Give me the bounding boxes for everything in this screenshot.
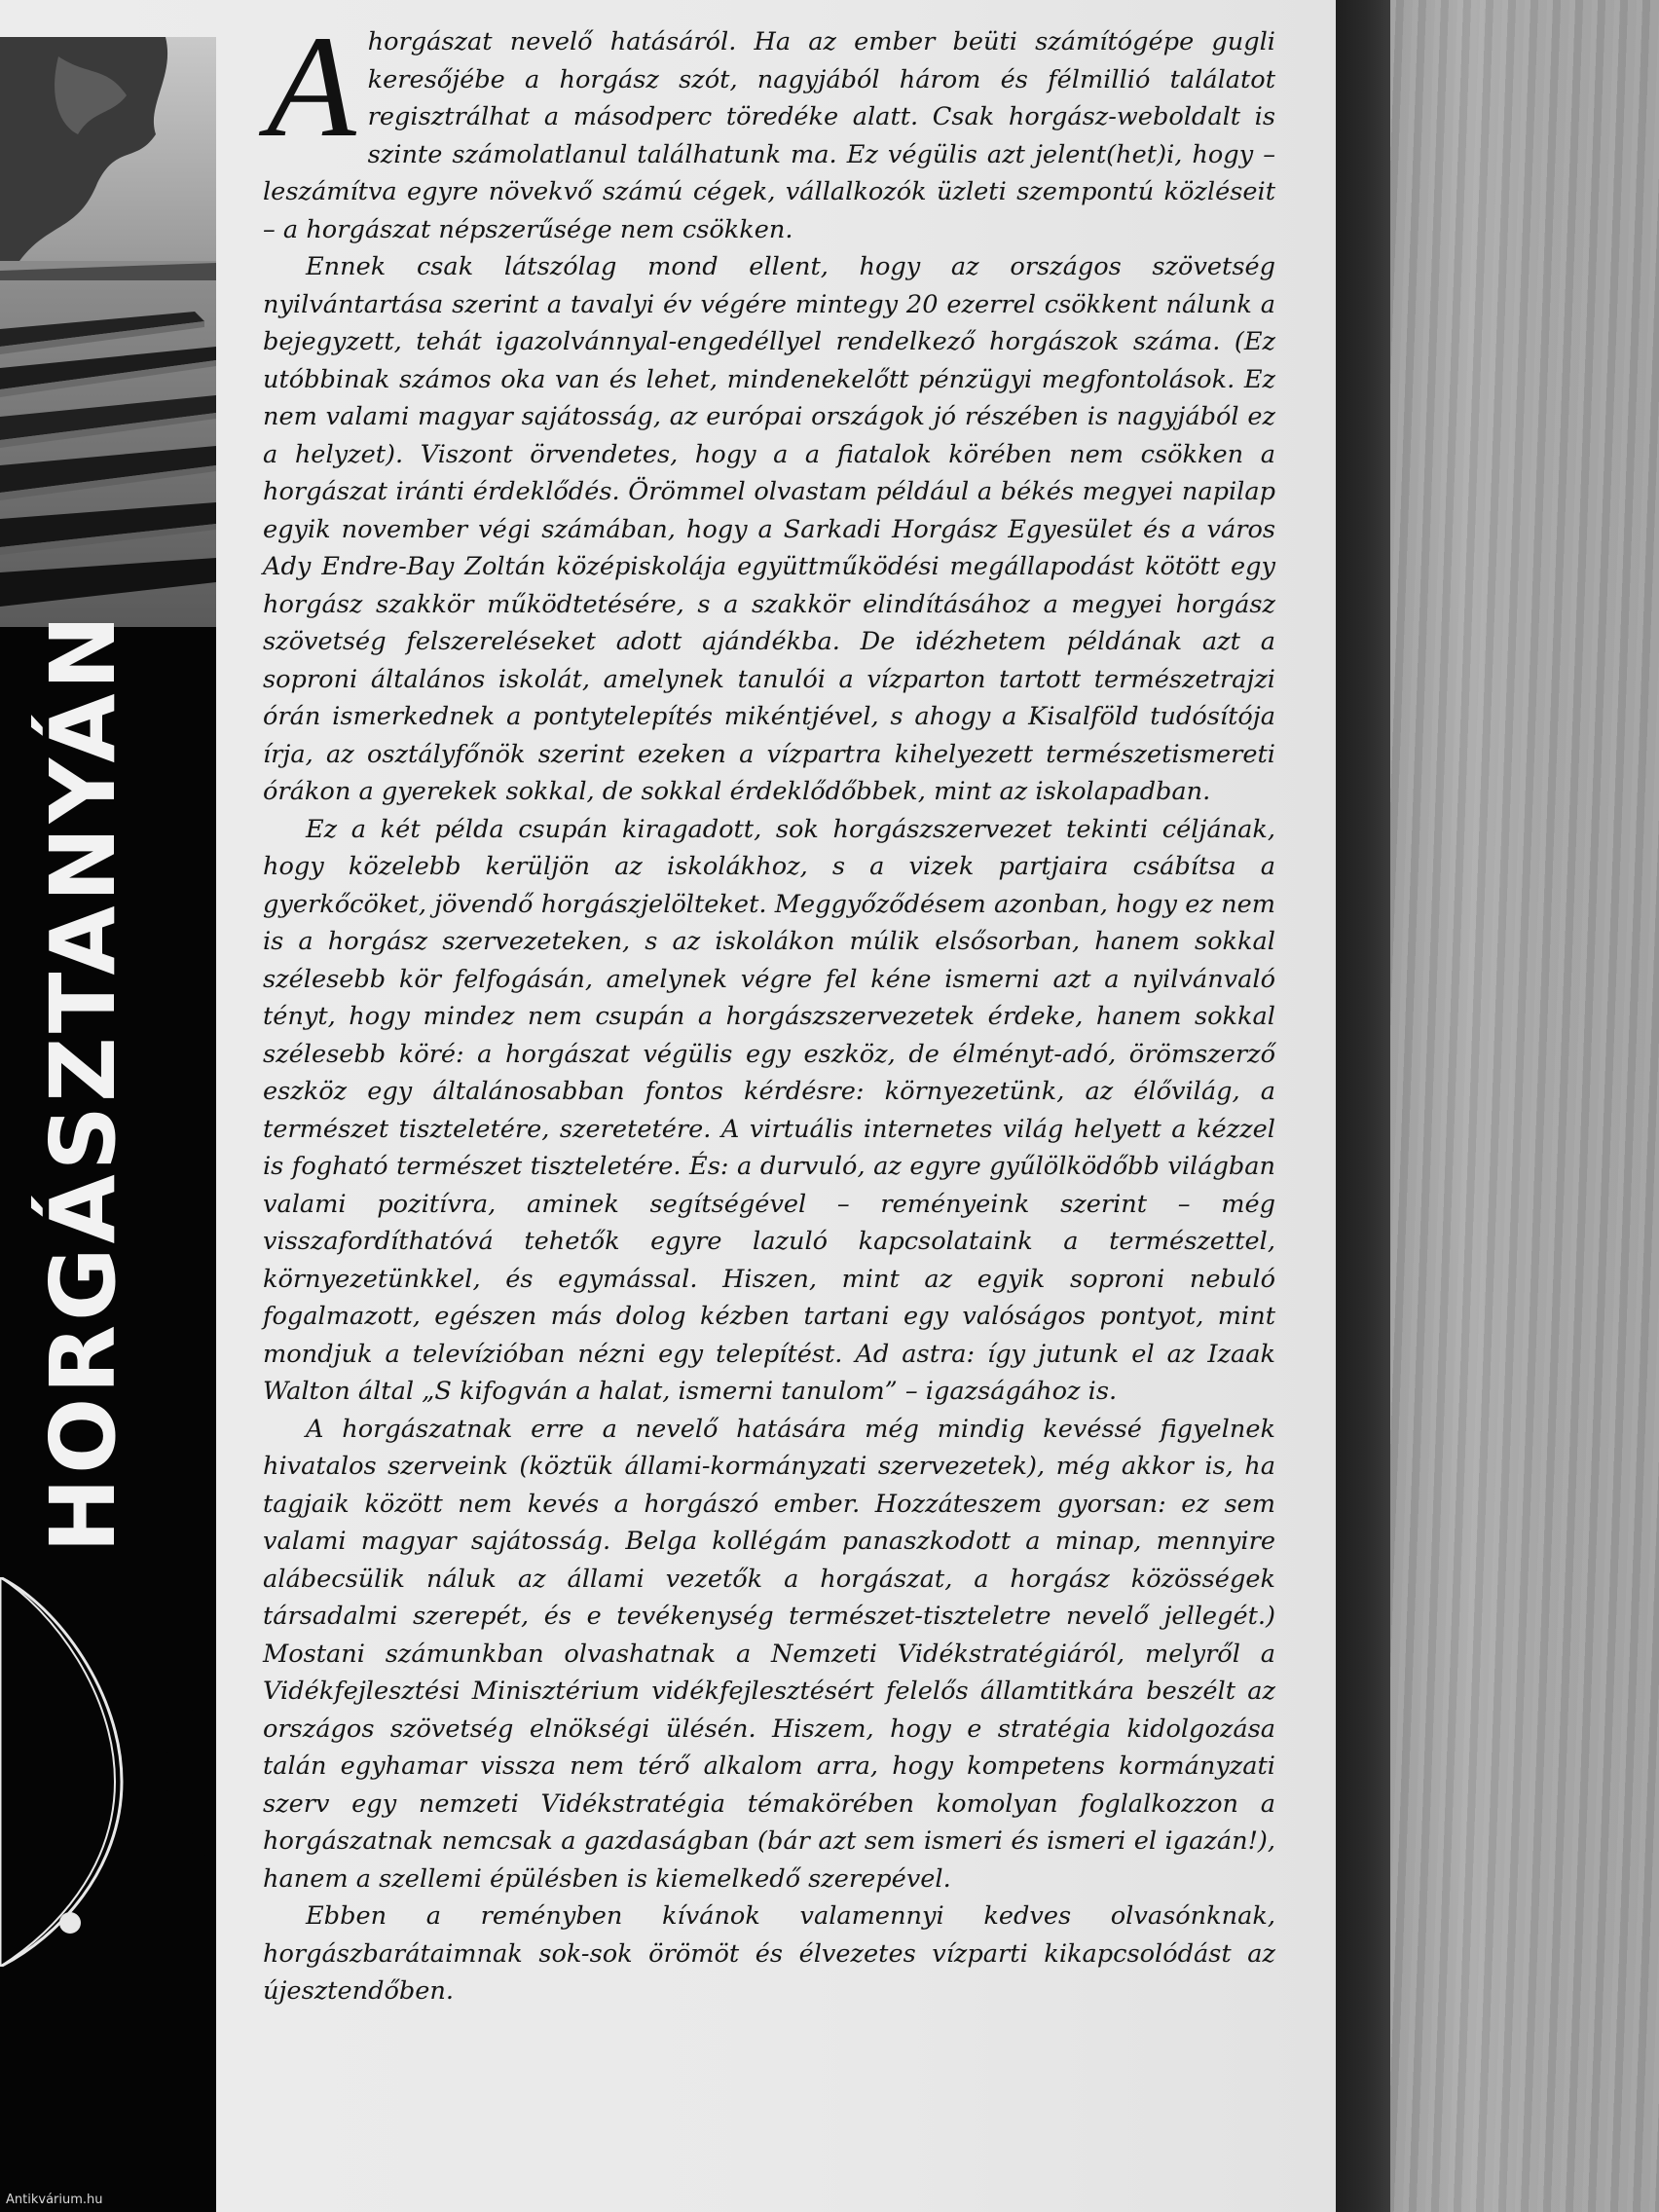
article-body	[263, 6, 1275, 2010]
wooden-background	[1390, 0, 1659, 2212]
drop-cap: A	[267, 6, 356, 167]
article-paragraph	[263, 6, 1275, 248]
article-paragraph: Ennek csak látszólag mond ellent, hogy az országos szövetség nyilvántartása szerint a tavalyi év végére mintegy 20 ezerrel csökkent nálunk a bejegyzett, tehát igazolvánnyal-engedéllyel rendelkező horgászok száma. (Ez utóbbinak számos oka van és lehet, mindenekelőtt pénzügyi megfontolások. Ez nem valami magyar sajátosság, az európai országok jó részében is nagyjából ez a helyzet). Viszont örvendetes, hogy a a fiatalok körében nem csökken a horgászat iránti érdeklődés. Örömmel olvastam például a békés megyei napilap egyik november végi számában, hogy a Sarkadi Horgász Egyesület és a város Ady Endre-Bay Zoltán középiskolája együttműködési megállapodást kötött egy horgász szakkör működtetésére, s a szakkör elindításához a megyei horgász szövetség felszereléseket adott ajándékba. De idézhetem példának azt a soproni általános iskolát, amelynek tanulói a vízparton tartott természetrajzi órán ismerkednek a pontytelepítés mikéntjével, s ahogy a Kisalföld tudósítója írja, az osztályfőnök szerint ezeken a vízpartra kihelyezett természetismereti órákon a gyerekek sokkal, de sokkal érdeklődőbbek, mint az iskolapadban.	[263, 252, 1275, 806]
article-paragraph: Ez a két példa csupán kiragadott, sok horgászszervezet tekinti céljának, hogy közelebb kerüljön az iskolákhoz, s a vizek partjaira csábítsa a gyerkőcöket, jövendő horgászjelölteket. Meggyőződésem azonban, hogy ez nem is a horgász szervezeteken, s az iskolákon múlik elsősorban, hanem sokkal szélesebb kör felfogásán, amelynek végre fel kéne ismerni azt a nyilvánvaló tényt, hogy mindez nem csupán a horgászszervezetek érdeke, hanem sokkal szélesebb köré: a horgászat végülis egy eszköz, de élményt-adó, örömszerző eszköz egy általánosabban fontos kérdésre: környezetünk, az élővilág, a természet tiszteletére, szeretetére. A virtuális internetes világ helyett a kézzel is fogható természet tiszteletére. És: a durvuló, az egyre gyűlölködőbb világban valami pozitívra, aminek segítségével – reményeink szerint – még visszafordíthatóvá tehetők egyre lazuló kapcsolataink a természettel, környezetünkkel, és egymással. Hiszen, mint az egyik soproni nebuló fogalmazott, egészen más dolog kézben tartani egy valóságos pontyot, mint mondjuk a televízióban nézni egy telepítést. Ad astra: így jutunk el az Izaak Walton által „S kifogván a halat, ismerni tanulom” – igazságához is.	[263, 814, 1275, 1406]
watermark: Antikvárium.hu	[6, 2193, 103, 2207]
article-paragraph: A horgászatnak erre a nevelő hatására még mindig kevéssé figyelnek hivatalos szerveink (köztük állami-kormányzati szervezetek), még akkor is, ha tagjaik között nem kevés a horgászó ember. Hozzáteszem gyorsan: ez sem valami magyar sajátosság. Belga kollégám panaszkodott a minap, mennyire alábecsülik náluk az állami vezetők a horgászat, a horgász közösségek társadalmi szerepét, és e tevékenység természet-tiszteletre nevelő jellegét.) Mostani számunkban olvashatnak a Nemzeti Vidékstratégiáról, melyről a Vidékfejlesztési Minisztérium vidékfejlesztésért felelős államtitkára beszélt az országos szövetség elnökségi ülésén. Hiszem, hogy e stratégia kidolgozása talán egyhamar vissza nem térő alkalom arra, hogy kompetens kormányzati szerv egy nemzeti Vidékstratégia témakörében komolyan foglalkozzon a horgászatnak nemcsak a gazdaságban (bár azt sem ismeri és ismeri el igazán!), hanem a szellemi épülésben is kiemelkedő szerepével.	[263, 1414, 1275, 1894]
fish-icon	[0, 1577, 216, 1967]
page-edge-shadow	[1336, 0, 1390, 2212]
article-paragraph: Ebben a reményben kívánok valamennyi kedves olvasónknak, horgászbarátaimnak sok-sok örömöt és élvezetes vízparti kikapcsolódást az újesztendőben.	[263, 1901, 1275, 2006]
lake-boats-photo	[0, 37, 216, 627]
paragraph-text: horgászat nevelő hatásáról. Ha az ember beüti számítógépe gugli keresőjébe a horgász szót, nagyjából három és félmillió találatot regisztrálhat a másodperc töredéke alatt. Csak horgász-weboldalt is szinte számolatlanul találhatunk ma. Ez végülis azt jelent(het)i, hogy – leszámítva egyre növekvő számú cégek, vállalkozók üzleti szempontú közléseit – a horgászat népszerűsége nem csökken.	[263, 27, 1275, 244]
section-title: HORGÁSZTANYÁN	[31, 610, 135, 1553]
